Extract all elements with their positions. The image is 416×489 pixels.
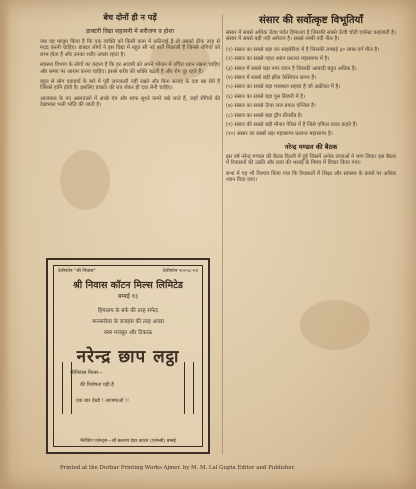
ad-phone-left: टेलीफोन "श्री निवास": [58, 269, 96, 274]
left-paragraph: स्वास्थ्य विभाग के लोगों का कहना है कि हर आदमी को अपने भोजन में उचित ध्यान रखना चाहिए और समय पर आराम करना चाहिए। इससे शरीर की शक्ति बढ़ती है और रोग दूर रहते हैं।: [40, 62, 220, 75]
right-closing-paragraph: इस वर्ष नरेन्द्र मण्डल की बैठक दिल्ली में हुई जिसमें अनेक राजाओं ने भाग लिया। इस बैठक में रियासतों की उन्नति और प्रजा की भलाई के विषय में विचार किया गया।: [226, 153, 396, 167]
ad-inner-border: [53, 265, 203, 447]
list-item: (१) संसार का सबसे बड़ा वन साइबेरिया में है जिसकी लम्बाई ३० लाख वर्ग मील है।: [226, 46, 380, 53]
left-paragraph: आजकल के नए अस्पतालों में अच्छे यंत्र और साफ सुथरे कमरे रखे जाते हैं, जहाँ रोगियों की देखभाल भली भाँति की जाती है।: [40, 95, 220, 109]
right-closing-paragraph: सभा में यह भी निश्चय किया गया कि रियासतों में शिक्षा और स्वास्थ्य के कामों पर अधिक ध्यान दिया जाए।: [226, 170, 396, 184]
list-item: (७) संसार का सबसे ऊँचा जल प्रपात एन्जिल है।: [226, 103, 316, 110]
right-subheading: नरेन्द्र मण्डल की बैठक: [284, 142, 338, 151]
left-subheading: डाक्टरी विद्या सहायनी में सरीजण व होशा: [85, 28, 175, 35]
ad-company-name: श्री निवास कॉटन मिल्स लिमिटेड: [72, 280, 183, 291]
ad-ornament-right: [184, 362, 194, 414]
list-item: (६) संसार का सबसे बड़ा पुल सिडनी में है।: [226, 93, 305, 100]
ad-line-3-right: मजबूत और टिकाऊ: [113, 330, 153, 336]
ad-side-text: की विशेषता यही है: [80, 382, 114, 388]
list-item: (४) संसार में सबसे बड़ी झील केस्पियन सागर है।: [226, 75, 317, 82]
column-divider: [222, 14, 223, 454]
ad-phone-right: टेलीफोन २००५८-५९: [162, 269, 198, 274]
left-heading: बेच दोनों ही न पड़ें: [103, 12, 157, 22]
ad-line-2: मानसरोवर के राजहंस की तरह अच्छा: [92, 319, 164, 325]
ad-line-1: हिमालय के बर्फ की तरह सफेद: [98, 308, 158, 314]
list-item: (९) संसार की सबसे बड़ी मीनार पेरिस में है जिसे एफिल टावर कहते हैं।: [226, 122, 358, 129]
list-item: (५) संसार का सबसे बड़ा मरुस्थल सहारा है जो अफ्रीका में है।: [226, 84, 341, 91]
right-intro: संसार में सबसे अधिक ऊँचा पर्वत हिमालय है जिसकी सबसे ऊँची चोटी एवरेस्ट कहलाती है। संसार में सबसे बड़ी नदी अमेजन है। सबसे लम्बी नदी नील है।: [226, 30, 396, 43]
ad-line-3-left: वस्त्र: [103, 330, 112, 336]
right-heading: संसार की सर्वोत्कृष्ट विभूतियाँ: [259, 15, 363, 26]
ad-side-text: श्रीनिवास मिल्स—: [70, 370, 103, 376]
list-item: (८) संसार का सबसे बड़ा द्वीप ग्रीनलैंड है।: [226, 112, 303, 119]
ad-ornament-left: [62, 362, 72, 414]
ad-line-3: [54, 328, 202, 336]
ad-footer: मैनेजिंग एजेन्ट्स—श्री बलराम देवर कांटन (एजेन्सी) बम्बई: [80, 439, 176, 444]
cotton-mills-advertisement: [46, 258, 210, 454]
left-paragraph: बहुत से लोग दवाइयों के बारे में पूरी जानकारी नहीं रखते और बिना सलाह के दवा खा लेते हैं जिससे हानि होती है। इसलिए डाक्टर की राय लेकर ही दवा लेनी चाहिए।: [40, 79, 220, 92]
printer-imprint: Printed at the Durbar Printing Works Ajmer. by M. M. Lal Gupta Editor and Publisher.: [60, 465, 296, 471]
list-item: (३) संसार में सबसे बड़ा नगर लंदन है जिसकी आबादी बहुत अधिक है।: [226, 65, 357, 72]
ad-brand-name: नरेन्द्र छाप लट्ठा: [76, 347, 180, 367]
page-edge-shadow: [0, 0, 10, 489]
left-paragraph: जब यह मालूम किया है कि एक व्यक्ति को किसी काम में कठिनाई है तो उसको ठीक तरह से मदद करनी चाहिए। डाक्टर लोगों ने इस विद्या में बहुत सी नई बातें निकाली हैं जिनसे रोगियों को लाभ होता है और उनका शरीर अच्छा रहता है।: [40, 39, 220, 58]
list-item: (२) संसार का सबसे गहरा स्थान प्रशान्त महासागर में है।: [226, 56, 330, 63]
list-item: (१०) संसार का सबसे बड़ा महासागर प्रशान्त महासागर है।: [226, 131, 333, 138]
right-column: [226, 12, 396, 467]
ad-city: बम्बई १३: [118, 293, 138, 300]
ad-phone-row: [58, 268, 198, 274]
ad-side-text: एक बार देखो ! आजमाओ !!: [76, 398, 130, 404]
